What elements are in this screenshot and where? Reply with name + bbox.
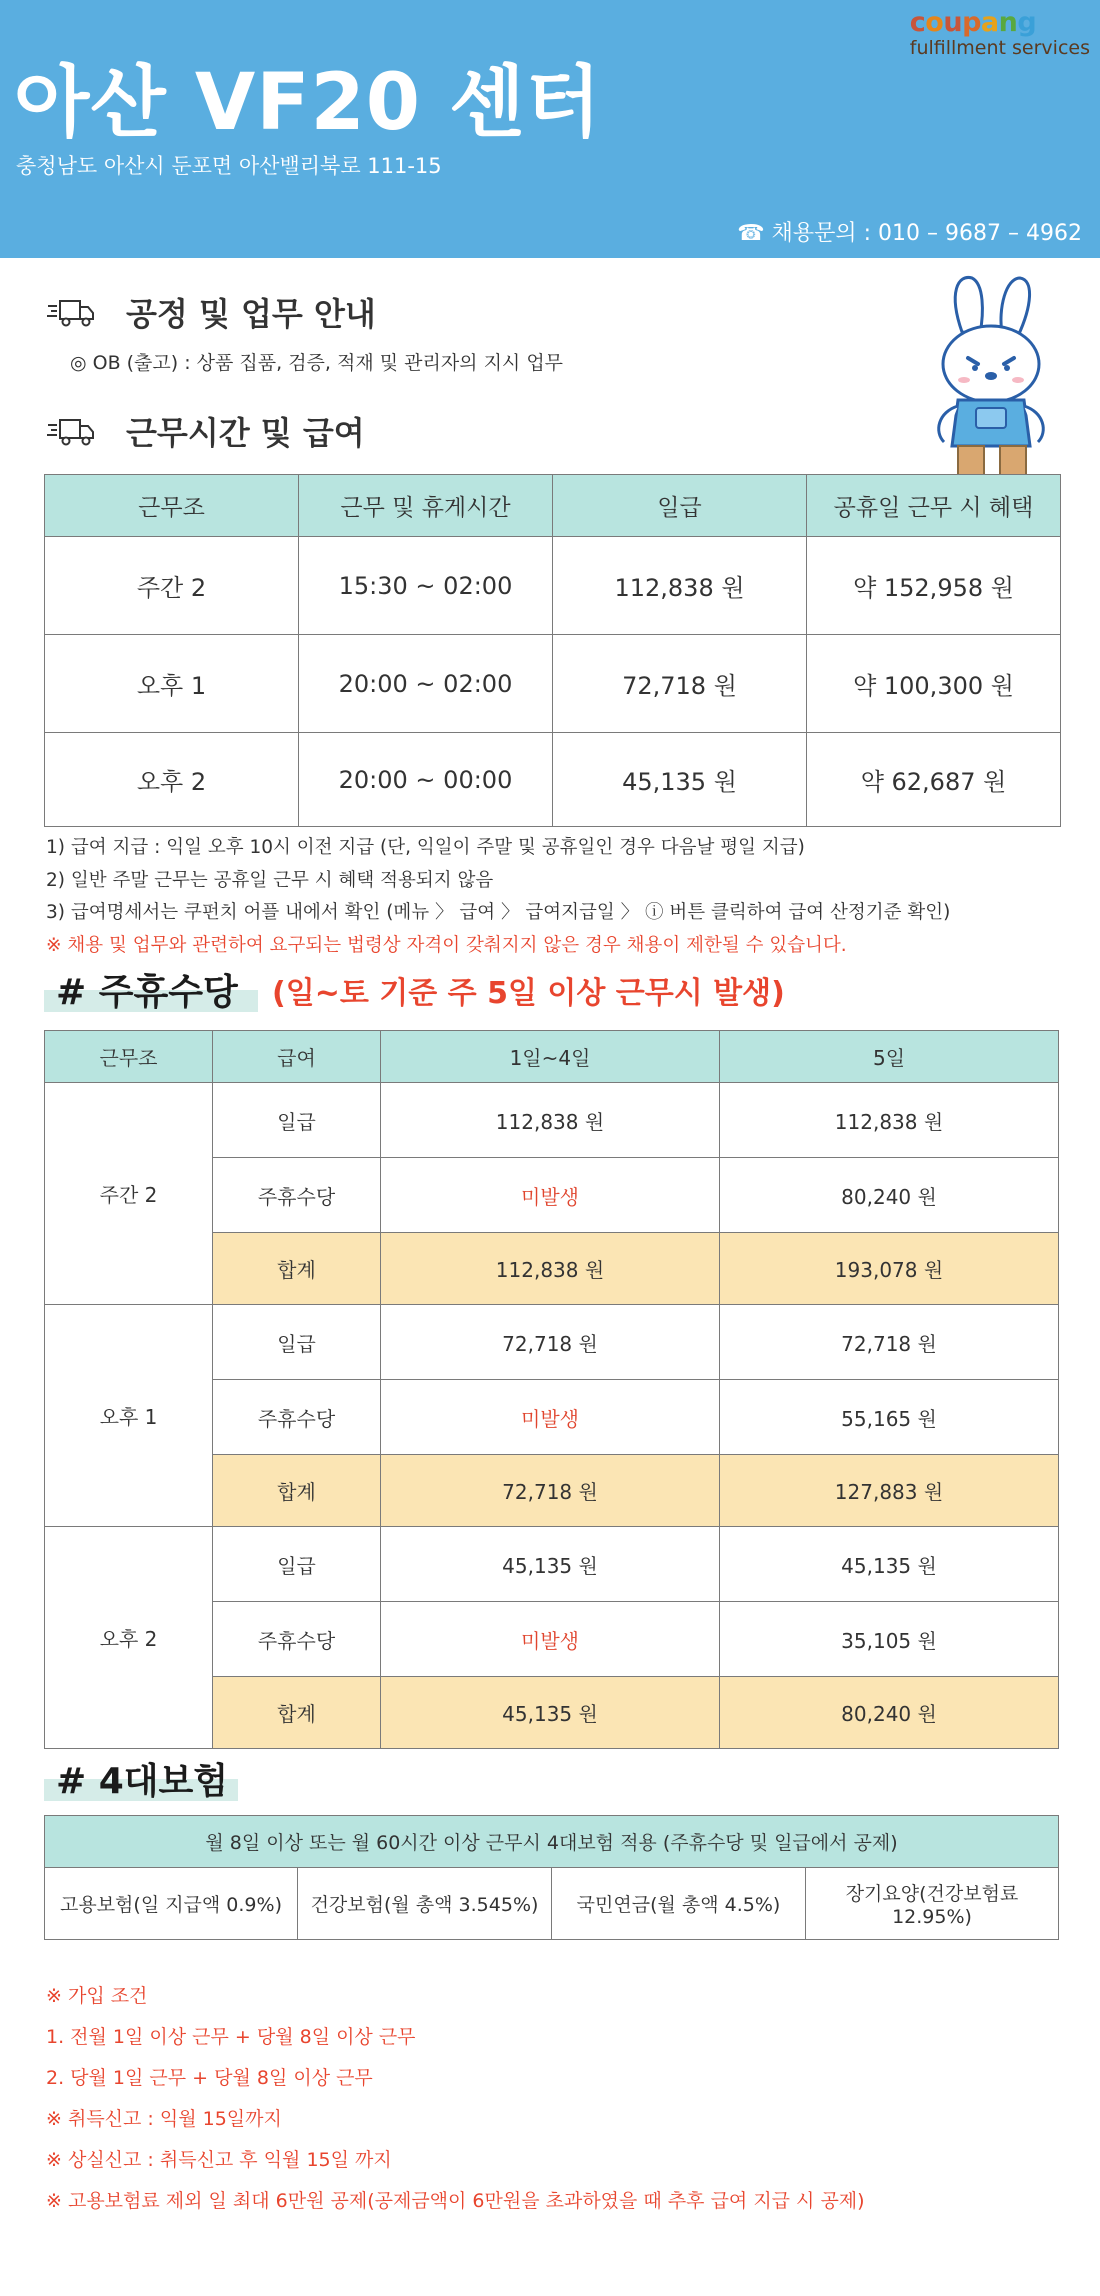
pay-col-daily: 일급 xyxy=(553,475,807,537)
cell-hours: 15:30 ~ 02:00 xyxy=(299,537,553,635)
cell-shift: 오후 2 xyxy=(45,1527,213,1749)
pay-notes xyxy=(46,832,950,962)
condition-line: ※ 가입 조건 xyxy=(46,1985,148,2007)
cell-1to4: 72,718 원 xyxy=(381,1305,720,1380)
note-item: 1) 급여 지급 : 익일 오후 10시 이전 지급 (단, 익일이 주말 및 공휴일인 경우 다음날 평일 지급) xyxy=(46,837,805,858)
cell-pay-type: 합계 xyxy=(213,1233,381,1305)
logo-letter: u xyxy=(943,7,963,38)
note-warning: ※ 채용 및 업무와 관련하여 요구되는 법령상 자격이 갖춰지지 않은 경우 채용이 제한될 수 있습니다. xyxy=(46,934,847,956)
weekly-table-header-row xyxy=(45,1031,1059,1083)
cell-hours: 20:00 ~ 02:00 xyxy=(299,635,553,733)
cell-1to4: 45,135 원 xyxy=(381,1677,720,1749)
cell-shift: 오후 1 xyxy=(45,635,299,733)
cell-5: 80,240 원 xyxy=(720,1158,1059,1233)
table-row xyxy=(45,1083,1059,1158)
cell-pay-type: 일급 xyxy=(213,1527,381,1602)
insurance-conditions xyxy=(46,1976,865,2222)
weekly-col-pay: 급여 xyxy=(213,1031,381,1083)
section-pay-title: 근무시간 및 급여 xyxy=(126,414,365,452)
cell-5: 193,078 원 xyxy=(720,1233,1059,1305)
logo-letter: g xyxy=(1017,7,1037,38)
cell-5: 80,240 원 xyxy=(720,1677,1059,1749)
truck-icon xyxy=(46,296,96,328)
rabbit-mascot-illustration xyxy=(928,272,1056,482)
insurance-item: 고용보험(일 지급액 0.9%) xyxy=(45,1868,298,1940)
page-title: 아산 VF20 센터 xyxy=(14,58,602,148)
header-banner xyxy=(0,0,1100,258)
cell-pay-type: 주휴수당 xyxy=(213,1158,381,1233)
ob-description: ◎ OB (출고) : 상품 집품, 검증, 적재 및 관리자의 지시 업무 xyxy=(70,352,564,374)
cell-holiday: 약 100,300 원 xyxy=(807,635,1061,733)
weekly-allowance-subtitle: (일~토 기준 주 5일 이상 근무시 발생) xyxy=(272,976,785,1011)
table-row xyxy=(45,537,1061,635)
cell-shift: 주간 2 xyxy=(45,537,299,635)
cell-1to4: 112,838 원 xyxy=(381,1083,720,1158)
cell-1to4: 미발생 xyxy=(381,1158,720,1233)
cell-holiday: 약 152,958 원 xyxy=(807,537,1061,635)
cell-shift: 오후 1 xyxy=(45,1305,213,1527)
cell-daily: 72,718 원 xyxy=(553,635,807,733)
cell-pay-type: 주휴수당 xyxy=(213,1380,381,1455)
cell-daily: 112,838 원 xyxy=(553,537,807,635)
cell-pay-type: 합계 xyxy=(213,1455,381,1527)
cell-1to4: 112,838 원 xyxy=(381,1233,720,1305)
weekly-col-5: 5일 xyxy=(720,1031,1059,1083)
cell-5: 55,165 원 xyxy=(720,1380,1059,1455)
pay-table xyxy=(44,474,1061,827)
logo-letter: o xyxy=(925,7,944,38)
note-item: 2) 일반 주말 근무는 공휴일 근무 시 혜택 적용되지 않음 xyxy=(46,869,494,891)
insurance-header-row xyxy=(45,1816,1059,1868)
logo-brand xyxy=(910,8,1090,38)
cell-5: 112,838 원 xyxy=(720,1083,1059,1158)
pay-table-header-row xyxy=(45,475,1061,537)
table-row xyxy=(45,1527,1059,1602)
insurance-item: 건강보험(월 총액 3.545%) xyxy=(298,1868,552,1940)
pay-col-hours: 근무 및 휴게시간 xyxy=(299,475,553,537)
cell-5: 127,883 원 xyxy=(720,1455,1059,1527)
weekly-allowance-table xyxy=(44,1030,1059,1749)
cell-1to4: 미발생 xyxy=(381,1380,720,1455)
section-process-title: 공정 및 업무 안내 xyxy=(126,295,376,333)
weekly-allowance-heading xyxy=(44,964,258,1012)
table-row xyxy=(45,1868,1059,1940)
condition-line: 2. 당월 1일 근무 + 당월 8일 이상 근무 xyxy=(46,2067,373,2089)
insurance-title: # 4대보험 xyxy=(56,1761,229,1802)
table-row xyxy=(45,1305,1059,1380)
section-process-heading xyxy=(46,289,376,335)
cell-shift: 오후 2 xyxy=(45,733,299,827)
cell-5: 45,135 원 xyxy=(720,1527,1059,1602)
pay-col-holiday: 공휴일 근무 시 혜택 xyxy=(807,475,1061,537)
condition-line: ※ 고용보험료 제외 일 최대 6만원 공제(공제금액이 6만원을 초과하였을 때 추후 급여 지급 시 공제) xyxy=(46,2190,865,2212)
insurance-table xyxy=(44,1815,1059,1940)
cell-5: 72,718 원 xyxy=(720,1305,1059,1380)
cell-1to4: 45,135 원 xyxy=(381,1527,720,1602)
note-item: 3) 급여명세서는 쿠펀치 어플 내에서 확인 (메뉴 〉 급여 〉 급여지급일 〉 ⓘ 버튼 클릭하여 급여 산정기준 확인) xyxy=(46,902,951,923)
condition-line: ※ 상실신고 : 취득신고 후 익월 15일 까지 xyxy=(46,2149,392,2171)
insurance-item: 장기요양(건강보험료 12.95%) xyxy=(806,1868,1059,1940)
logo-letter: a xyxy=(980,7,999,38)
logo-letter: c xyxy=(909,7,926,38)
cell-5: 35,105 원 xyxy=(720,1602,1059,1677)
insurance-header: 월 8일 이상 또는 월 60시간 이상 근무시 4대보험 적용 (주휴수당 및 일급에서 공제) xyxy=(45,1816,1059,1868)
condition-line: ※ 취득신고 : 익월 15일까지 xyxy=(46,2108,282,2130)
cell-holiday: 약 62,687 원 xyxy=(807,733,1061,827)
logo-letter: n xyxy=(998,7,1018,38)
insurance-item: 국민연금(월 총액 4.5%) xyxy=(552,1868,806,1940)
cell-pay-type: 주휴수당 xyxy=(213,1602,381,1677)
center-address: 충청남도 아산시 둔포면 아산밸리북로 111-15 xyxy=(16,154,442,178)
cell-hours: 20:00 ~ 00:00 xyxy=(299,733,553,827)
condition-line: 1. 전월 1일 이상 근무 + 당월 8일 이상 근무 xyxy=(46,2026,416,2048)
cell-shift: 주간 2 xyxy=(45,1083,213,1305)
weekly-allowance-title: # 주휴수당 xyxy=(56,972,238,1013)
logo-letter: p xyxy=(962,7,981,38)
weekly-col-1to4: 1일~4일 xyxy=(381,1031,720,1083)
insurance-heading xyxy=(44,1753,238,1801)
cell-1to4: 72,718 원 xyxy=(381,1455,720,1527)
table-row xyxy=(45,733,1061,827)
recruit-contact: ☎ 채용문의 : 010 – 9687 – 4962 xyxy=(737,221,1082,246)
table-row xyxy=(45,635,1061,733)
truck-icon xyxy=(46,415,96,447)
weekly-col-shift: 근무조 xyxy=(45,1031,213,1083)
cell-pay-type: 일급 xyxy=(213,1305,381,1380)
cell-pay-type: 합계 xyxy=(213,1677,381,1749)
logo-subtitle: fulfillment services xyxy=(909,37,1090,59)
cell-daily: 45,135 원 xyxy=(553,733,807,827)
coupang-logo xyxy=(910,8,1090,58)
cell-1to4: 미발생 xyxy=(381,1602,720,1677)
section-pay-heading xyxy=(46,408,365,454)
pay-col-shift: 근무조 xyxy=(45,475,299,537)
cell-pay-type: 일급 xyxy=(213,1083,381,1158)
